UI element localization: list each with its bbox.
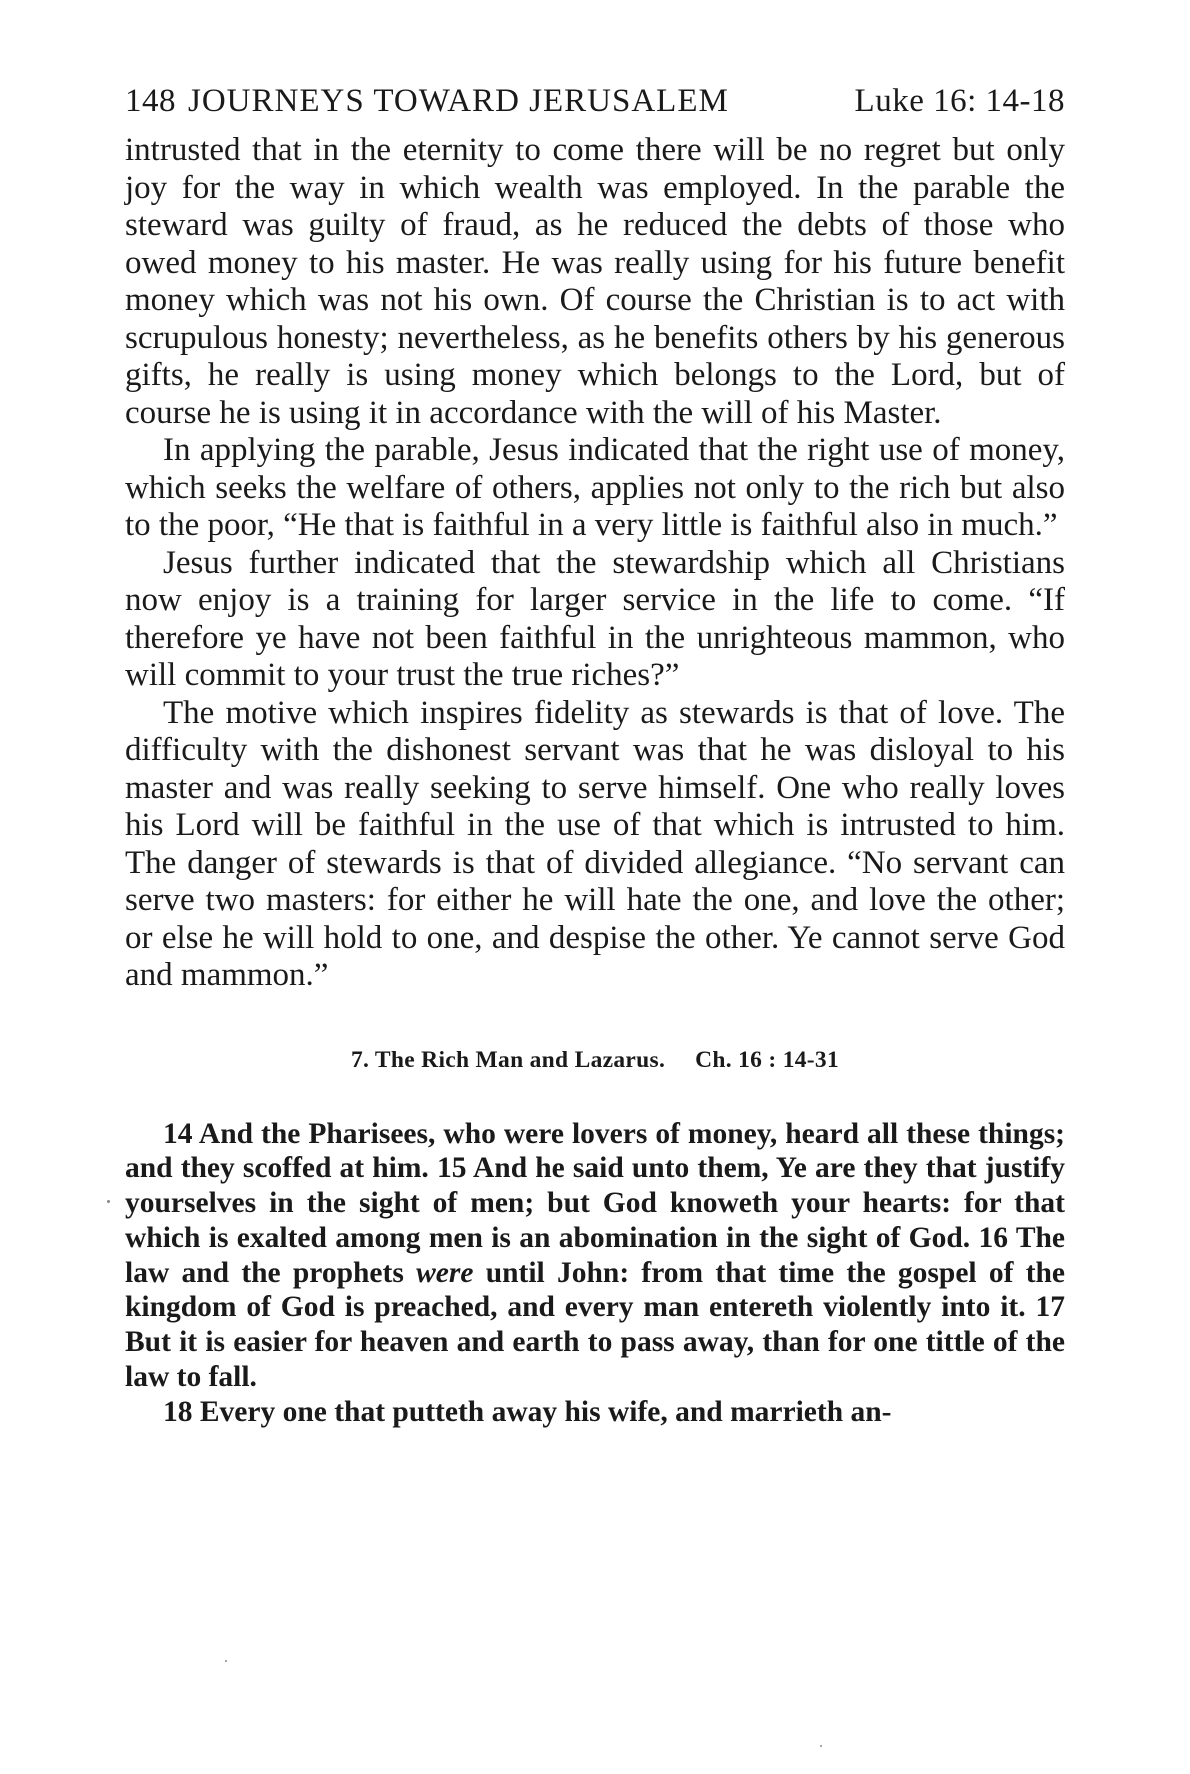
verse-text: But it is easier for heaven and earth to pass away, than for one tittle of the law to fall. <box>125 1326 1065 1394</box>
verse-text: until John: from that time the gospel of the kingdom of God is preached, and every man entereth violently into it. <box>125 1256 1066 1324</box>
page-number: 148 <box>125 83 176 119</box>
section-title: 7. The Rich Man and Lazarus. <box>350 1046 666 1073</box>
scripture-text <box>125 1117 1065 1430</box>
chapter-reference: Luke 16: 14-18 <box>854 83 1065 119</box>
scan-speck <box>107 1200 110 1203</box>
scan-speck <box>225 1660 227 1662</box>
section-heading <box>125 1045 1065 1075</box>
running-head <box>125 80 1065 122</box>
scripture-paragraph <box>125 1117 1065 1395</box>
verse-text: The law and the prophets <box>125 1221 1066 1289</box>
verse-italic-word: were <box>416 1256 474 1289</box>
section-reference: Ch. 16 : 14-31 <box>695 1046 840 1073</box>
verse-number: 18 <box>163 1395 193 1428</box>
verse-text: Every one that putteth away his wife, and marrieth an- <box>199 1395 892 1428</box>
scripture-paragraph <box>125 1395 1065 1430</box>
commentary-paragraph: The motive which inspires fidelity as stewards is that of love. The difficulty with the dishonest servant was that he was disloyal to his master and was really seeking to serve himself. One who really loves his Lord will be faithful in the use of that which is intrusted to him. The danger of stewards is that of divided allegiance. “No servant can serve two masters: for either he will hate the one, and love the other; or else he will hold to one, and despise the other. Ye cannot serve God and mammon.” <box>125 694 1065 993</box>
scan-speck <box>820 1745 822 1747</box>
commentary-paragraph: Jesus further indicated that the stewardship which all Christians now enjoy is a training for larger service in the life to come. “If therefore ye have not been faithful in the unrighteous mammon, who will commit to your trust the true riches?” <box>125 544 1065 693</box>
verse-number: 14 <box>163 1117 193 1150</box>
verse-number: 15 <box>436 1152 467 1185</box>
verse-text: And the Pharisees, who were lovers of money, heard all these things; and they scoffed at him. <box>125 1117 1065 1185</box>
verse-number: 16 <box>978 1221 1009 1254</box>
verse-number: 17 <box>1035 1291 1066 1324</box>
book-title: JOURNEYS TOWARD JERUSALEM <box>188 83 729 119</box>
commentary-text <box>125 132 1065 995</box>
commentary-paragraph: In applying the parable, Jesus indicated that the right use of money, which seeks the welfare of others, applies not only to the rich but also to the poor, “He that is faithful in a very little is faithful also in much.” <box>125 432 1065 543</box>
commentary-paragraph: intrusted that in the eternity to come there will be no regret but only joy for the way in which wealth was employed. In the parable the steward was guilty of fraud, as he reduced the debts of those who owed money to his master. He was really using for his future benefit money which was not his own. Of course the Christian is to act with scrupulous honesty; nevertheless, as he benefits others by his generous gifts, he really is using money which belongs to the Lord, but of course he is using it in accordance with the will of his Master. <box>125 132 1065 431</box>
book-page <box>125 80 1065 1430</box>
verse-text: And he said unto them, Ye are they that justify yourselves in the sight of men; but God knoweth your hearts: for that which is exalted among men is an abomination in the sight of God. <box>125 1152 1066 1254</box>
